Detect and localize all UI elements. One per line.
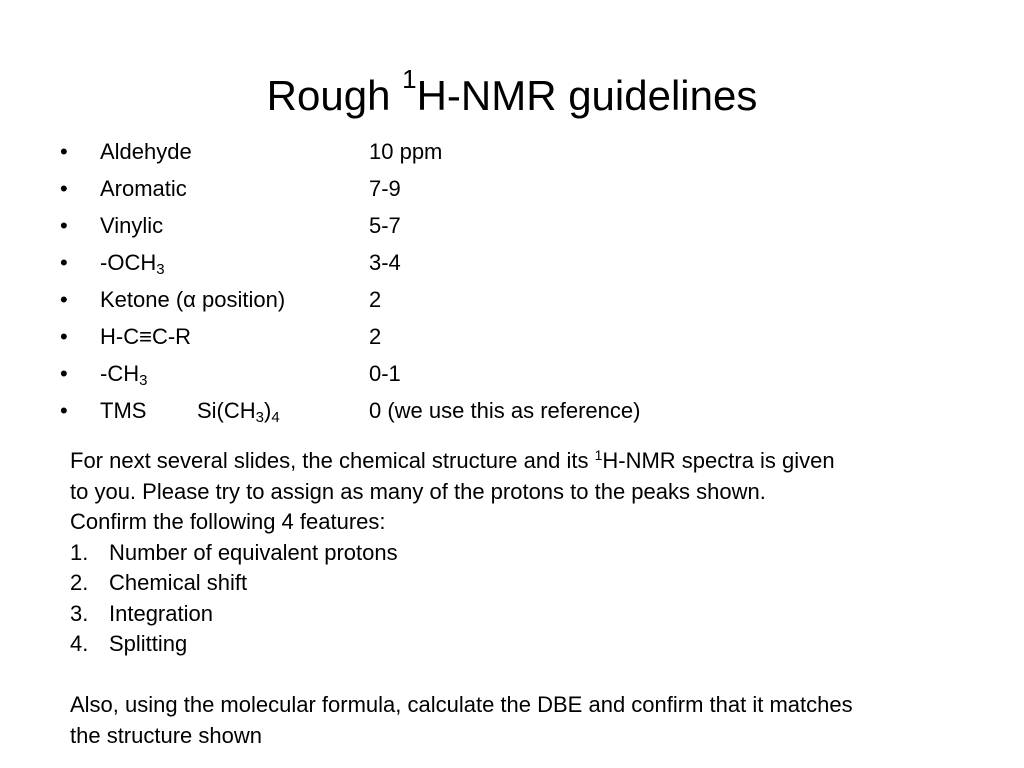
group-name bbox=[100, 244, 165, 281]
instructions-line-1 bbox=[70, 446, 1000, 477]
feature-number: 2. bbox=[70, 570, 89, 595]
group-name bbox=[100, 355, 147, 392]
chemical-shift: 7-9 bbox=[369, 176, 401, 201]
instructions-line-3: Confirm the following 4 features: bbox=[70, 509, 386, 534]
group-name: TMS bbox=[100, 398, 147, 423]
feature-item bbox=[70, 629, 1000, 660]
list-item-methoxy bbox=[60, 244, 1000, 281]
slide-title bbox=[0, 64, 1024, 122]
chemical-shift: 3-4 bbox=[369, 250, 401, 275]
bullet: • bbox=[60, 287, 68, 312]
title-suffix: H-NMR guidelines bbox=[416, 72, 758, 119]
tms-formula bbox=[197, 392, 280, 429]
bullet: • bbox=[60, 324, 68, 349]
bullet: • bbox=[60, 361, 68, 386]
nmr-guideline-list bbox=[60, 133, 1000, 429]
closing-line-2: the structure shown bbox=[70, 722, 262, 748]
group-name: H-C≡C-R bbox=[100, 324, 192, 349]
feature-number: 4. bbox=[70, 631, 89, 656]
instructions-line-1-suffix: H-NMR spectra is given bbox=[602, 448, 835, 473]
group-name: Aldehyde bbox=[100, 139, 192, 164]
list-item-aromatic bbox=[60, 170, 1000, 207]
instructions-paragraph bbox=[70, 446, 1000, 751]
formula-main: Si(CH bbox=[197, 398, 256, 423]
feature-item bbox=[70, 599, 1000, 630]
group-name: Vinylic bbox=[100, 213, 164, 238]
bullet: • bbox=[60, 213, 68, 238]
instructions-superscript: 1 bbox=[594, 447, 603, 463]
chemical-shift: 0 (we use this as reference) bbox=[369, 398, 641, 423]
chemical-shift: 2 bbox=[369, 324, 382, 349]
list-item-vinylic bbox=[60, 207, 1000, 244]
list-item-aldehyde bbox=[60, 133, 1000, 170]
bullet: • bbox=[60, 139, 68, 164]
feature-number: 3. bbox=[70, 600, 89, 626]
list-item-alkyne bbox=[60, 318, 1000, 355]
group-name-main: -OCH bbox=[100, 250, 157, 275]
chemical-shift: 10 ppm bbox=[369, 139, 443, 164]
closing-line-1: Also, using the molecular formula, calculate the DBE and confirm that it matches bbox=[70, 692, 853, 717]
chemical-shift: 5-7 bbox=[369, 213, 401, 238]
formula-subscript-2: 4 bbox=[271, 409, 280, 426]
list-item-methyl bbox=[60, 355, 1000, 392]
feature-item bbox=[70, 568, 1000, 599]
feature-number: 1. bbox=[70, 539, 89, 565]
list-item-tms bbox=[60, 392, 1000, 429]
bullet: • bbox=[60, 250, 68, 275]
chemical-shift: 0-1 bbox=[369, 361, 401, 386]
group-name-subscript: 3 bbox=[156, 261, 165, 278]
bullet: • bbox=[60, 176, 68, 201]
formula-close-paren: ) bbox=[264, 398, 272, 423]
title-prefix: Rough bbox=[266, 72, 403, 119]
instructions-line-2: to you. Please try to assign as many of the protons to the peaks shown. bbox=[70, 478, 766, 504]
feature-text: Splitting bbox=[109, 631, 188, 656]
group-name-subscript: 3 bbox=[139, 372, 148, 389]
feature-text: Integration bbox=[109, 600, 213, 626]
bullet: • bbox=[60, 398, 68, 423]
chemical-shift: 2 bbox=[369, 287, 382, 312]
group-name: Aromatic bbox=[100, 176, 187, 201]
list-item-ketone bbox=[60, 281, 1000, 318]
blank-line bbox=[70, 660, 1000, 691]
instructions-line-1-prefix: For next several slides, the chemical structure and its bbox=[70, 448, 595, 473]
feature-text: Chemical shift bbox=[109, 570, 248, 595]
feature-text: Number of equivalent protons bbox=[109, 539, 398, 565]
feature-item bbox=[70, 538, 1000, 569]
group-name-main: -CH bbox=[100, 361, 140, 386]
title-superscript: 1 bbox=[402, 64, 417, 94]
group-name: Ketone (α position) bbox=[100, 287, 286, 312]
formula-subscript-1: 3 bbox=[255, 409, 265, 426]
